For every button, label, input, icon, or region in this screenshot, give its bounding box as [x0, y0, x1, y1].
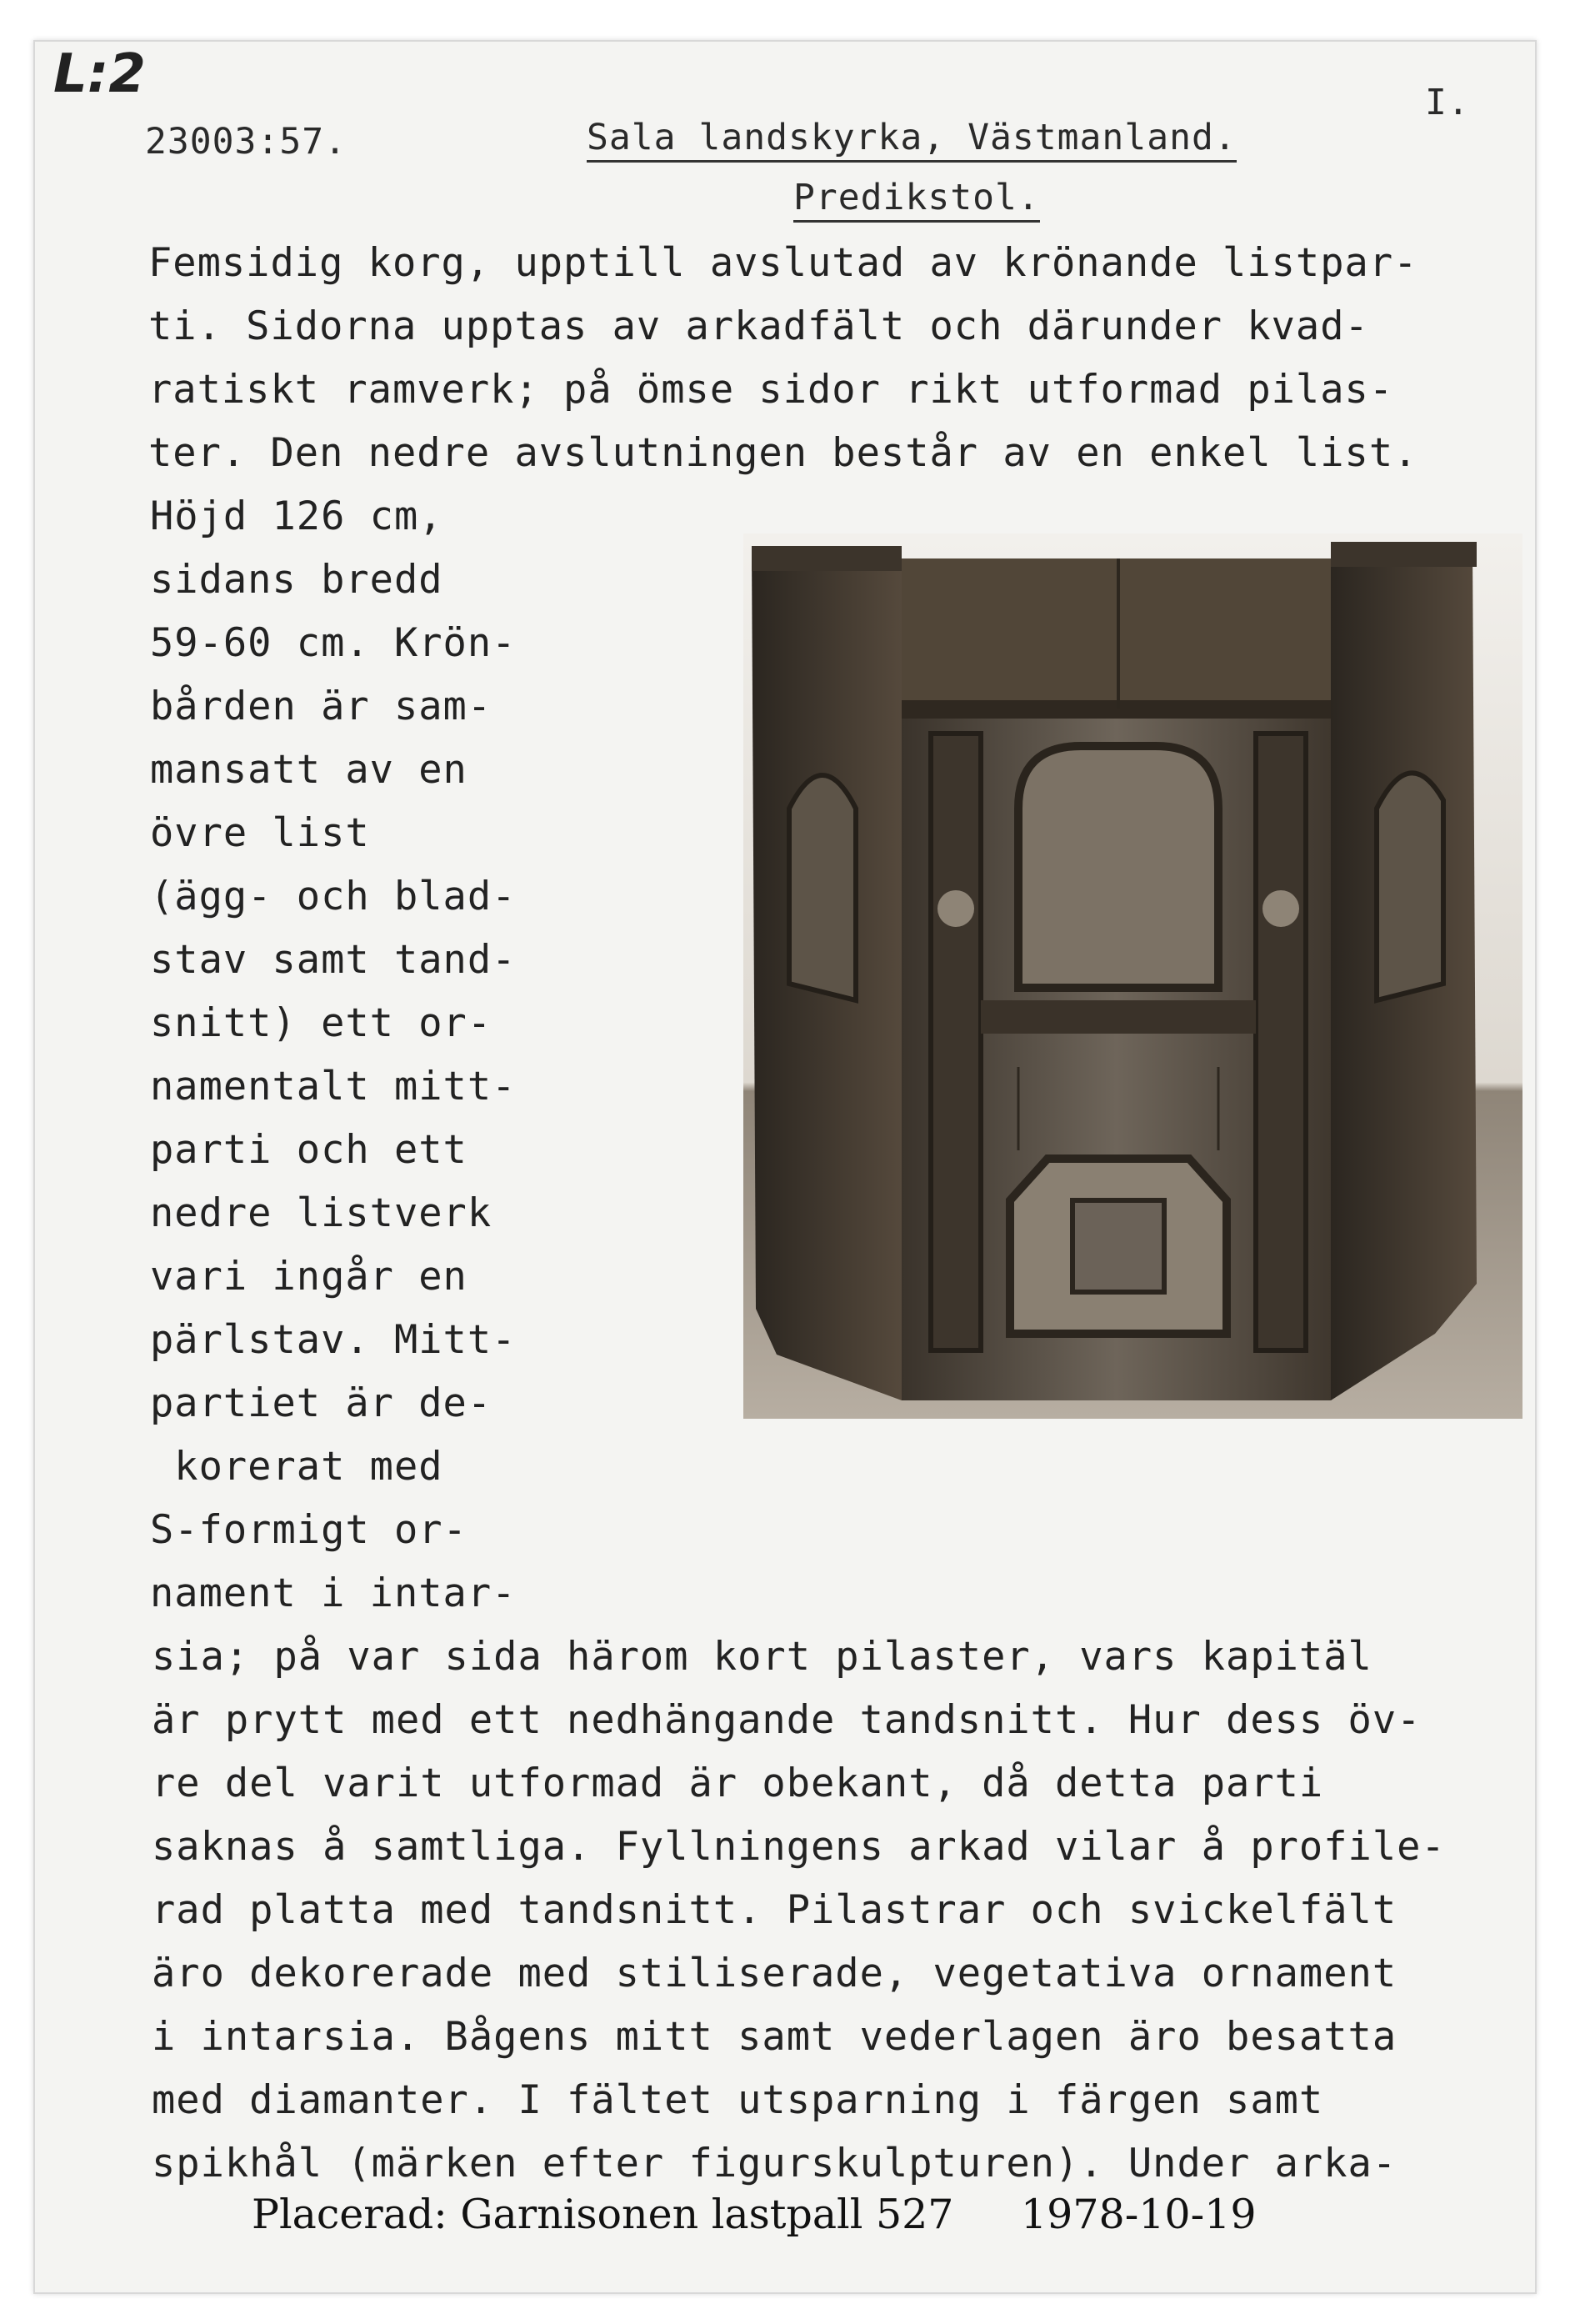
- footer-placement: Placerad: Garnisonen lastpall 527: [252, 2191, 954, 2238]
- text-line: ratiskt ramverk; på ömse sidor rikt utformad pilas-: [148, 367, 1394, 413]
- text-line: övre list: [150, 810, 370, 856]
- text-block-left-column: [150, 485, 516, 1625]
- footer-date: 1978-10-19: [1021, 2191, 1257, 2238]
- location-title: Sala landskyrka, Västmanland.: [587, 117, 1237, 163]
- text-line: ti. Sidorna upptas av arkadfält och därunder kvad-: [148, 303, 1369, 349]
- text-block-top: [148, 232, 1418, 485]
- text-line: sidans bredd: [150, 557, 443, 603]
- handwritten-mark: L:2: [53, 43, 146, 105]
- text-line: äro dekorerade med stiliserade, vegetativa ornament: [152, 1951, 1398, 1996]
- text-line: Höjd 126 cm,: [150, 493, 443, 539]
- text-line: S-formigt or-: [150, 1507, 468, 1553]
- subject-title: Predikstol.: [793, 177, 1040, 223]
- text-line: spikhål (märken efter figurskulpturen). Under arka-: [152, 2141, 1398, 2186]
- text-line: stav samt tand-: [150, 937, 517, 983]
- text-line: namentalt mitt-: [150, 1064, 517, 1109]
- text-line: ter. Den nedre avslutningen består av en enkel list.: [148, 430, 1418, 476]
- text-line: är prytt med ett nedhängande tandsnitt. Hur dess öv-: [152, 1697, 1422, 1743]
- text-line: mansatt av en: [150, 747, 468, 793]
- page-number: I.: [1425, 82, 1470, 123]
- text-line: korerat med: [150, 1444, 443, 1490]
- text-line: nedre listverk: [150, 1190, 492, 1236]
- text-line: (ägg- och blad-: [150, 874, 517, 919]
- text-line: sia; på var sida härom kort pilaster, vars kapitäl: [152, 1634, 1372, 1680]
- pulpit-photo-icon: [743, 533, 1522, 1419]
- text-block-bottom: [152, 1625, 1446, 2196]
- text-line: 59-60 cm. Krön-: [150, 620, 517, 666]
- catalog-card: [33, 40, 1537, 2294]
- text-line: pärlstav. Mitt-: [150, 1317, 517, 1363]
- text-line: bården är sam-: [150, 684, 492, 729]
- text-line: snitt) ett or-: [150, 1000, 492, 1046]
- text-line: nament i intar-: [150, 1570, 517, 1616]
- text-line: i intarsia. Bågens mitt samt vederlagen äro besatta: [152, 2014, 1398, 2060]
- text-line: vari ingår en: [150, 1254, 468, 1300]
- text-line: med diamanter. I fältet utsparning i färgen samt: [152, 2077, 1324, 2123]
- text-line: partiet är de-: [150, 1380, 492, 1426]
- catalog-number: 23003:57.: [145, 121, 347, 163]
- text-line: saknas å samtliga. Fyllningens arkad vilar å profile-: [152, 1824, 1446, 1870]
- text-line: parti och ett: [150, 1127, 468, 1173]
- text-line: rad platta med tandsnitt. Pilastrar och svickelfält: [152, 1887, 1398, 1933]
- text-line: Femsidig korg, upptill avslutad av krönande listpar-: [148, 240, 1418, 286]
- text-line: re del varit utformad är obekant, då detta parti: [152, 1761, 1324, 1806]
